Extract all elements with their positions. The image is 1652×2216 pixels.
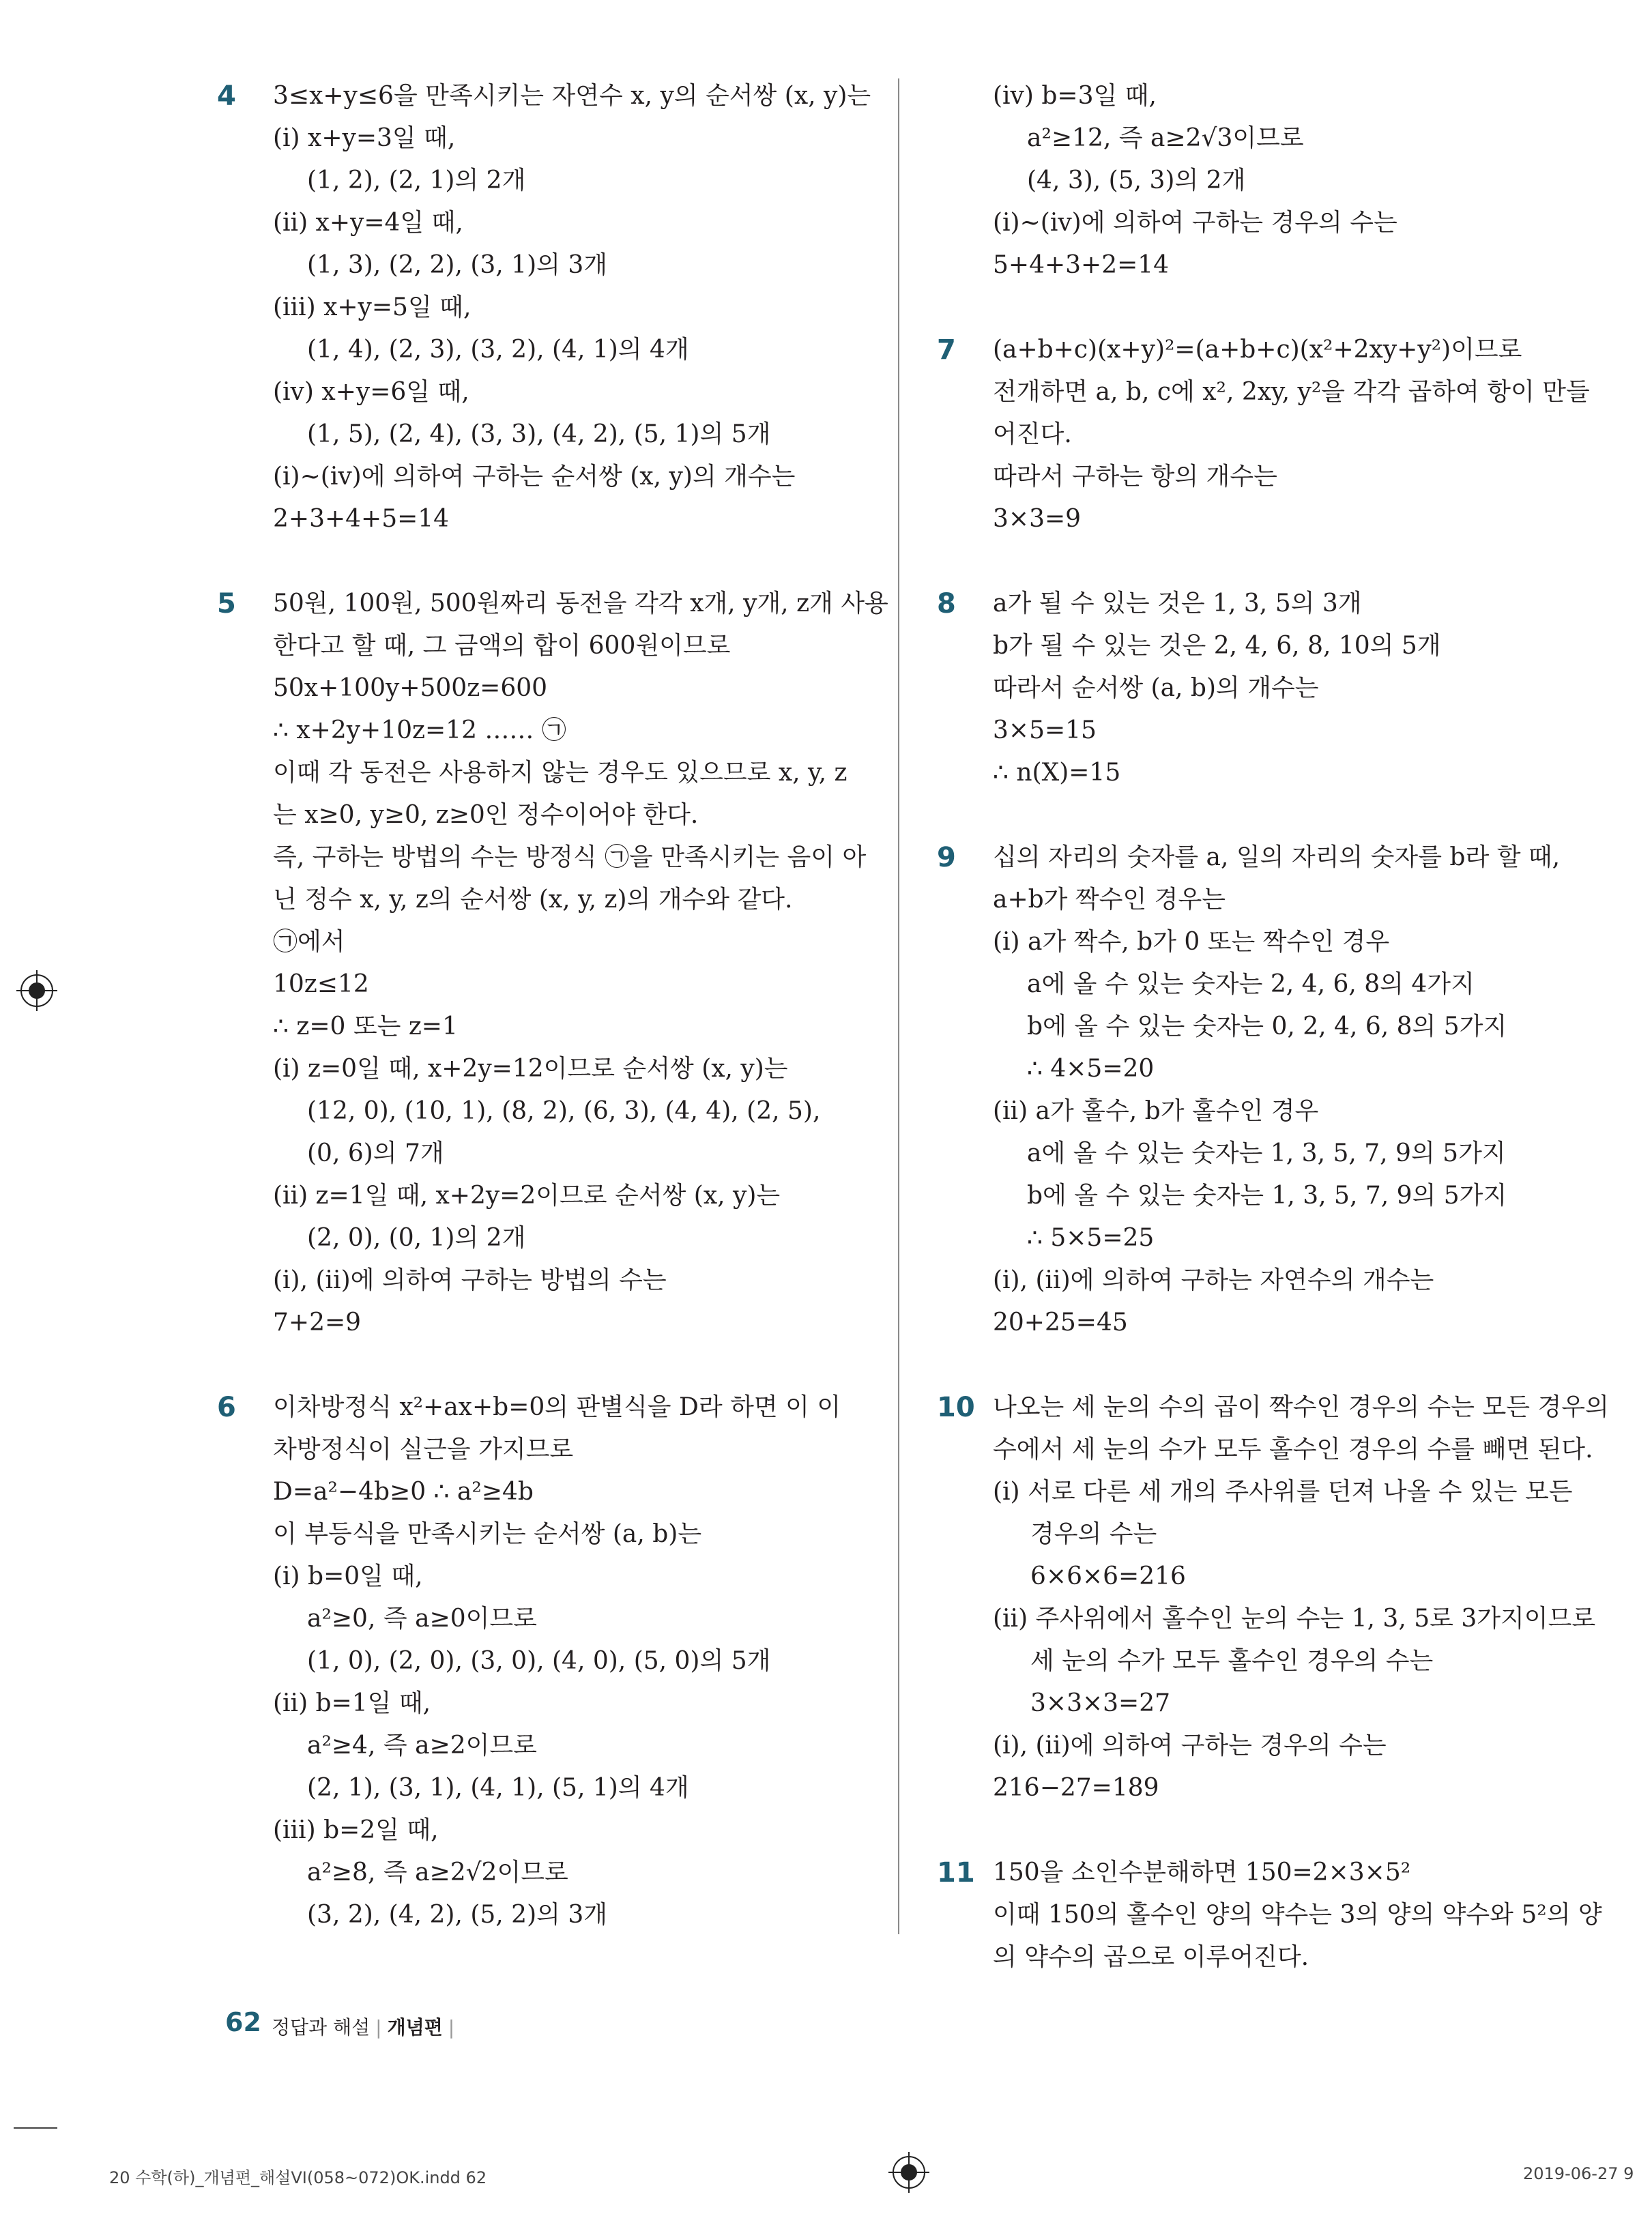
solution-line: a에 올 수 있는 숫자는 2, 4, 6, 8의 4가지 xyxy=(1027,970,1475,998)
solution-body xyxy=(273,1386,860,1936)
solution-line: 전개하면 a, b, c에 x², 2xy, y²을 각각 곱하여 항이 만들 xyxy=(993,378,1590,406)
solution-line: 이 부등식을 만족시키는 순서쌍 (a, b)는 xyxy=(273,1520,702,1548)
solution-line: 차방정식이 실근을 가지므로 xyxy=(273,1435,574,1463)
solution-body xyxy=(273,75,871,540)
solution-body xyxy=(993,75,1573,287)
solution-line: 즉, 구하는 방법의 수는 방정식 ㉠을 만족시키는 음이 아 xyxy=(273,843,867,871)
solution-line: a²≥0, 즉 a≥0이므로 xyxy=(307,1605,537,1633)
solution-line: (ⅰ) x+y=3일 때, xyxy=(273,124,456,152)
solution-line: (ⅰ) a가 짝수, b가 0 또는 짝수인 경우 xyxy=(993,928,1390,956)
solution-line: (ⅱ) b=1일 때, xyxy=(273,1689,431,1717)
solution-line: ∴ x+2y+10z=12 …… ㉠ xyxy=(273,716,566,744)
solution-line: 3≤x+y≤6을 만족시키는 자연수 x, y의 순서쌍 (x, y)는 xyxy=(273,82,871,110)
solution-line: (ⅱ) x+y=4일 때, xyxy=(273,209,463,237)
solution-line: b에 올 수 있는 숫자는 1, 3, 5, 7, 9의 5가지 xyxy=(1027,1182,1507,1210)
solution-body xyxy=(273,583,888,1344)
problem-block xyxy=(937,1852,1602,1979)
column-divider xyxy=(898,78,899,1934)
footer-part: 개념편 xyxy=(387,2016,443,2039)
solution-line: (ⅱ) a가 홀수, b가 홀수인 경우 xyxy=(993,1097,1319,1125)
solution-line: 6×6×6=216 xyxy=(1030,1562,1186,1590)
solution-line: (3, 2), (4, 2), (5, 2)의 3개 xyxy=(307,1901,608,1929)
solution-body xyxy=(993,329,1590,540)
left-column xyxy=(217,75,888,1979)
solution-line: 150을 소인수분해하면 150=2×3×5² xyxy=(993,1858,1411,1886)
solution-line: ∴ 4×5=20 xyxy=(1027,1055,1155,1083)
solution-body xyxy=(993,1852,1602,1979)
solution-line: 이때 150의 홀수인 양의 약수는 3의 양의 약수와 5²의 양 xyxy=(993,1901,1602,1929)
solution-line: 이차방정식 x²+ax+b=0의 판별식을 D라 하면 이 이 xyxy=(273,1393,841,1421)
footer-separator: | xyxy=(375,2016,382,2039)
solution-line: b에 올 수 있는 숫자는 0, 2, 4, 6, 8의 5가지 xyxy=(1027,1012,1507,1040)
solution-line: (ⅲ) x+y=5일 때, xyxy=(273,293,472,321)
problem-block xyxy=(937,1386,1609,1809)
solution-line: a²≥8, 즉 a≥2√2이므로 xyxy=(307,1858,568,1886)
solution-line: (2, 1), (3, 1), (4, 1), (5, 1)의 4개 xyxy=(307,1774,689,1802)
solution-line: a²≥12, 즉 a≥2√3이므로 xyxy=(1027,124,1304,152)
solution-line: (ⅱ) 주사위에서 홀수인 눈의 수는 1, 3, 5로 3가지이므로 xyxy=(993,1605,1596,1633)
problem-number: 5 xyxy=(217,588,236,619)
solution-line: (ⅰ), (ⅱ)에 의하여 구하는 자연수의 개수는 xyxy=(993,1266,1434,1294)
solution-line: ㉠에서 xyxy=(273,928,345,956)
problem-number: 6 xyxy=(217,1392,236,1423)
solution-line: (ⅰ), (ⅱ)에 의하여 구하는 경우의 수는 xyxy=(993,1732,1387,1760)
solution-line: (ⅳ) b=3일 때, xyxy=(993,82,1157,110)
solution-line: 3×5=15 xyxy=(993,716,1097,744)
solution-line: ∴ 5×5=25 xyxy=(1027,1224,1155,1252)
problem-number: 8 xyxy=(937,588,956,619)
solution-line: 따라서 구하는 항의 개수는 xyxy=(993,463,1277,491)
solution-line: (ⅰ) b=0일 때, xyxy=(273,1562,423,1590)
solution-line: (1, 2), (2, 1)의 2개 xyxy=(307,166,526,194)
solution-line: (1, 0), (2, 0), (3, 0), (4, 0), (5, 0)의 5개 xyxy=(307,1647,771,1675)
registration-mark-icon xyxy=(893,2156,925,2189)
solution-line: (ⅰ), (ⅱ)에 의하여 구하는 방법의 수는 xyxy=(273,1266,667,1294)
solution-line: 어진다. xyxy=(993,420,1072,448)
solution-line: 는 x≥0, y≥0, z≥0인 정수이어야 한다. xyxy=(273,801,699,829)
solution-line: (ⅲ) b=2일 때, xyxy=(273,1816,439,1844)
solution-line: 나오는 세 눈의 수의 곱이 짝수인 경우의 수는 모든 경우의 xyxy=(993,1393,1609,1421)
solution-line: 216−27=189 xyxy=(993,1774,1159,1802)
solution-body xyxy=(993,836,1573,1344)
solution-line: 닌 정수 x, y, z의 순서쌍 (x, y, z)의 개수와 같다. xyxy=(273,886,793,914)
solution-line: 따라서 순서쌍 (a, b)의 개수는 xyxy=(993,674,1319,702)
solution-line: b가 될 수 있는 것은 2, 4, 6, 8, 10의 5개 xyxy=(993,632,1441,660)
solution-line: (0, 6)의 7개 xyxy=(307,1139,444,1167)
solution-line: 세 눈의 수가 모두 홀수인 경우의 수는 xyxy=(1030,1647,1434,1675)
solution-line: (ⅰ) 서로 다른 세 개의 주사위를 던져 나올 수 있는 모든 xyxy=(993,1478,1573,1506)
solution-line: a+b가 짝수인 경우는 xyxy=(993,886,1226,914)
problem-number: 11 xyxy=(937,1857,975,1889)
problem-number: 9 xyxy=(937,842,956,873)
solution-line: a가 될 수 있는 것은 1, 3, 5의 3개 xyxy=(993,589,1362,617)
solution-line: 의 약수의 곱으로 이루어진다. xyxy=(993,1943,1309,1971)
trim-mark xyxy=(14,2127,57,2129)
solution-line: 한다고 할 때, 그 금액의 합이 600원이므로 xyxy=(273,632,731,660)
page-number: 62 xyxy=(225,2007,261,2037)
solution-line: (ⅰ)~(ⅳ)에 의하여 구하는 순서쌍 (x, y)의 개수는 xyxy=(273,463,796,491)
solution-line: (1, 3), (2, 2), (3, 1)의 3개 xyxy=(307,251,608,279)
right-column xyxy=(937,75,1609,2021)
solution-line: 이때 각 동전은 사용하지 않는 경우도 있으므로 x, y, z xyxy=(273,759,847,787)
problem-block xyxy=(218,1386,860,1936)
solution-line: 50원, 100원, 500원짜리 동전을 각각 x개, y개, z개 사용 xyxy=(273,589,888,617)
solution-line: 10z≤12 xyxy=(273,970,369,998)
footer-section-title: 정답과 해설 xyxy=(272,2016,371,2039)
solution-body xyxy=(993,1386,1609,1809)
solution-line: 5+4+3+2=14 xyxy=(993,251,1170,279)
footer-separator-end: | xyxy=(448,2016,455,2039)
problem-number: 7 xyxy=(937,334,956,366)
solution-line: (4, 3), (5, 3)의 2개 xyxy=(1027,166,1246,194)
solution-line: (1, 4), (2, 3), (3, 2), (4, 1)의 4개 xyxy=(307,336,689,364)
registration-mark-icon xyxy=(20,974,53,1007)
problem-block xyxy=(937,329,1590,540)
solution-line: 경우의 수는 xyxy=(1030,1520,1157,1548)
solution-line: 3×3=9 xyxy=(993,505,1082,533)
solution-line: D=a²−4b≥0 ∴ a²≥4b xyxy=(273,1478,534,1506)
problem-block xyxy=(938,583,1573,794)
solution-line: ∴ z=0 또는 z=1 xyxy=(273,1012,458,1040)
footer-section xyxy=(272,2013,460,2040)
print-slug-date: 2019-06-27 9 xyxy=(1523,2164,1634,2183)
solution-line: a²≥4, 즉 a≥2이므로 xyxy=(307,1732,537,1760)
solution-line: 20+25=45 xyxy=(993,1309,1128,1337)
solution-line: a에 올 수 있는 숫자는 1, 3, 5, 7, 9의 5가지 xyxy=(1027,1139,1506,1167)
problem-block xyxy=(217,583,888,1344)
solution-line: (a+b+c)(x+y)²=(a+b+c)(x²+2xy+y²)이므로 xyxy=(993,336,1522,364)
problem-number: 4 xyxy=(217,81,236,112)
solution-line: (ⅱ) z=1일 때, x+2y=2이므로 순서쌍 (x, y)는 xyxy=(273,1182,781,1210)
solution-line: 수에서 세 눈의 수가 모두 홀수인 경우의 수를 빼면 된다. xyxy=(993,1435,1593,1463)
problem-block xyxy=(938,75,1573,287)
solution-line: (ⅳ) x+y=6일 때, xyxy=(273,378,469,406)
solution-line: (2, 0), (0, 1)의 2개 xyxy=(307,1224,526,1252)
solution-body xyxy=(993,583,1573,794)
problem-number: 10 xyxy=(937,1392,975,1423)
solution-line: 7+2=9 xyxy=(273,1309,362,1337)
solution-line: (ⅰ)~(ⅳ)에 의하여 구하는 경우의 수는 xyxy=(993,209,1397,237)
solution-line: (1, 5), (2, 4), (3, 3), (4, 2), (5, 1)의 5개 xyxy=(307,420,771,448)
solution-line: 3×3×3=27 xyxy=(1030,1689,1171,1717)
solution-line: 50x+100y+500z=600 xyxy=(273,674,548,702)
solution-line: 2+3+4+5=14 xyxy=(273,505,450,533)
solution-line: ∴ n(X)=15 xyxy=(993,759,1121,787)
solution-line: (ⅰ) z=0일 때, x+2y=12이므로 순서쌍 (x, y)는 xyxy=(273,1055,788,1083)
solution-line: (12, 0), (10, 1), (8, 2), (6, 3), (4, 4), (2, 5), xyxy=(307,1097,821,1125)
problem-block xyxy=(217,75,871,540)
problem-block xyxy=(938,836,1573,1344)
print-slug-file: 20 수학(하)_개념편_해설VI(058~072)OK.indd 62 xyxy=(109,2168,487,2187)
solution-line: 십의 자리의 숫자를 a, 일의 자리의 숫자를 b라 할 때, xyxy=(993,843,1561,871)
